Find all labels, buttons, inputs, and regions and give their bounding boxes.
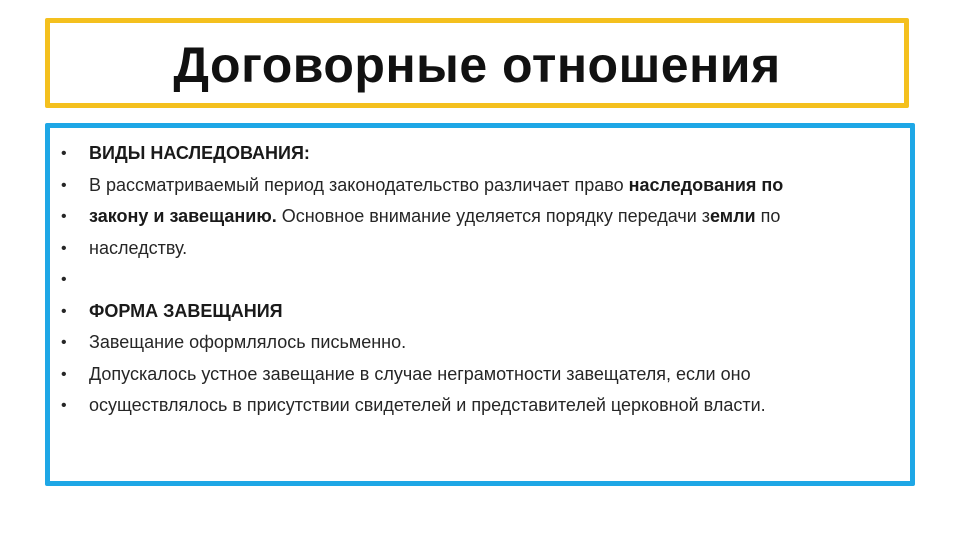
bullet-text: Завещание оформлялось письменно. xyxy=(89,332,407,352)
bullet-item xyxy=(60,390,900,422)
bullet-text: осуществлялось в присутствии свидетелей и представителей церковной власти. xyxy=(89,395,766,415)
bullet-marker: • xyxy=(61,397,67,414)
bullet-text-bold: ФОРМА ЗАВЕЩАНИЯ xyxy=(89,300,283,321)
bullet-text: наследству. xyxy=(89,237,188,258)
bullet-text: Допускалось устное завещание в случае неграмотности завещателя, если оно xyxy=(89,363,751,384)
bullet-text-bold: ВИДЫ НАСЛЕДОВАНИЯ: xyxy=(89,143,310,163)
bullet-item xyxy=(60,264,900,296)
bullet-text: В рассматриваемый период законодательство различает право xyxy=(89,174,629,195)
bullet-item xyxy=(60,233,900,265)
bullet-item xyxy=(60,359,900,391)
slide-title: Договорные отношения xyxy=(173,37,781,93)
bullet-marker: • xyxy=(61,239,67,257)
bullet-item xyxy=(60,327,900,359)
bullet-marker: • xyxy=(61,208,67,225)
bullet-text-bold: наследования по xyxy=(628,174,784,195)
bullet-marker: • xyxy=(61,176,67,194)
bullet-list xyxy=(60,138,900,422)
bullet-marker: • xyxy=(61,365,67,383)
bullet-text-bold: емли xyxy=(710,206,756,226)
bullet-item xyxy=(60,170,900,202)
bullet-marker: • xyxy=(61,145,67,162)
bullet-text-bold: закону и завещанию. xyxy=(89,206,277,226)
content-frame xyxy=(45,123,915,486)
bullet-text: по xyxy=(755,206,781,226)
bullet-item xyxy=(60,201,900,233)
bullet-marker: • xyxy=(61,271,67,288)
bullet-marker: • xyxy=(61,334,67,351)
bullet-item xyxy=(60,138,900,170)
title-frame xyxy=(45,18,909,108)
bullet-marker: • xyxy=(61,302,67,320)
bullet-item xyxy=(60,296,900,328)
bullet-text: Основное внимание уделяется порядку передачи з xyxy=(276,206,711,226)
